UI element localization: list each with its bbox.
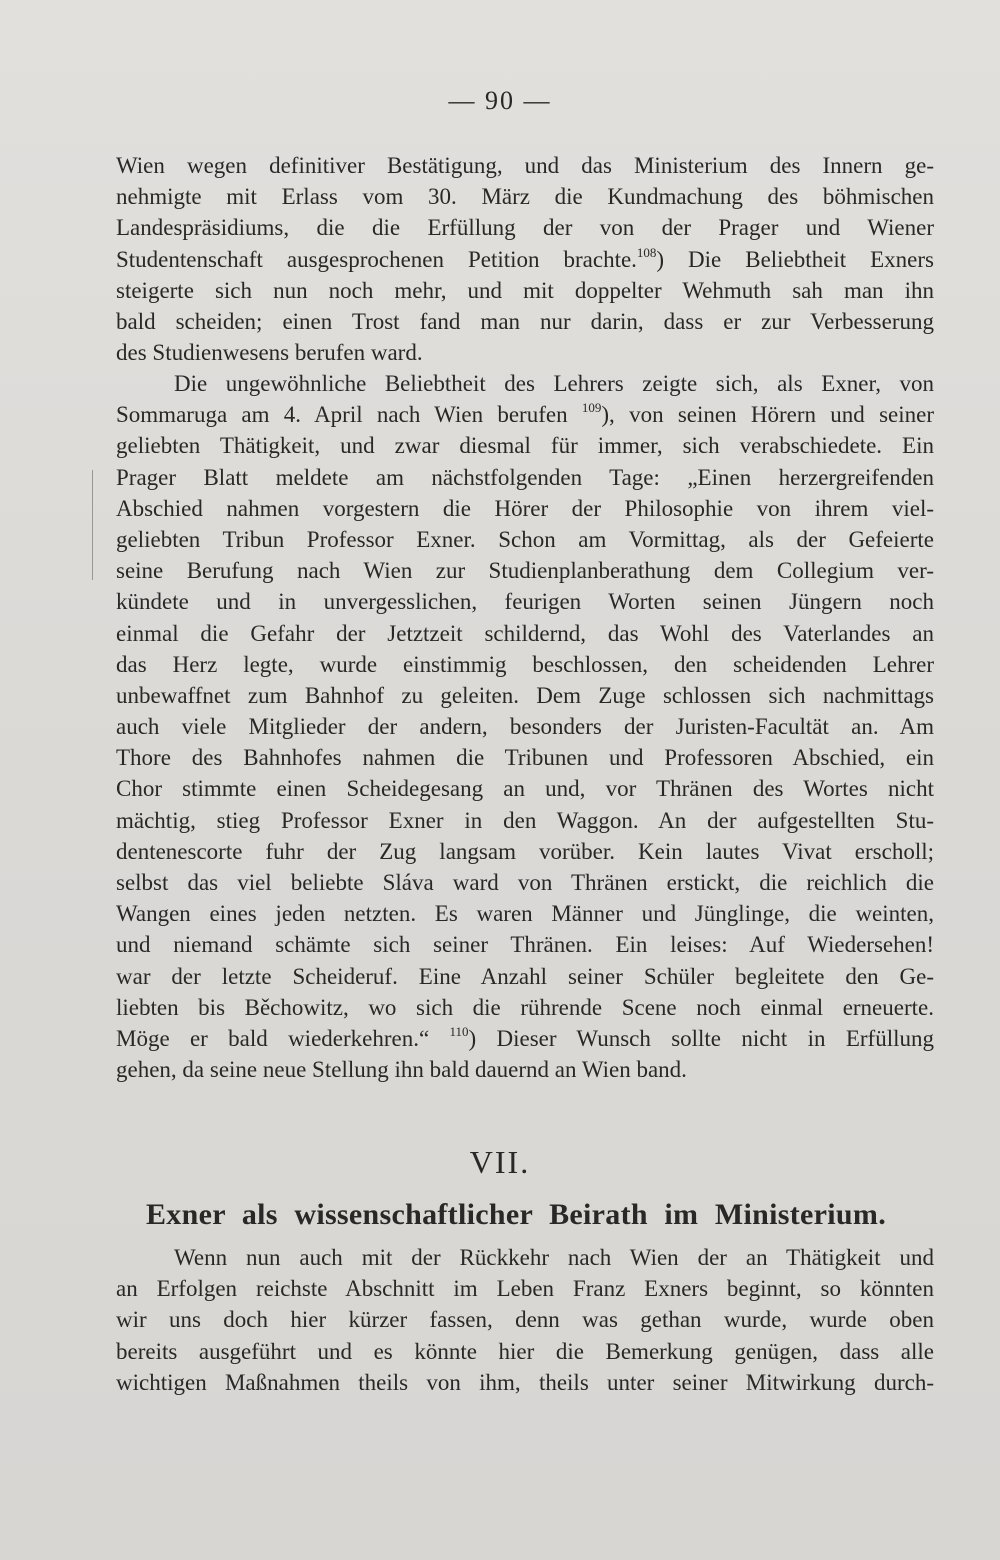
text-line xyxy=(116,244,934,275)
text-fragment: ) Die Beliebtheit Exners xyxy=(656,246,934,272)
page-number: — 90 — xyxy=(448,86,552,115)
text-fragment: Sommaruga am 4. April nach Wien berufen xyxy=(116,402,582,428)
paragraph-2 xyxy=(116,368,934,1085)
text-line: seine Berufung nach Wien zur Studienplanberathung dem Collegium ver- xyxy=(116,558,934,584)
text-line xyxy=(116,1023,934,1054)
text-line: Die ungewöhnliche Beliebtheit des Lehrers zeigte sich, als Exner, von xyxy=(174,371,934,396)
text-line: bald scheiden; einen Trost fand man nur darin, dass er zur Verbesserung xyxy=(116,308,934,334)
text-line: Abschied nahmen vorgestern die Hörer der Philosophie von ihrem viel- xyxy=(116,495,934,521)
text-line: steigerte sich nun noch mehr, und mit doppelter Wehmuth sah man ihn xyxy=(116,277,934,303)
text-line: unbewaffnet zum Bahnhof zu geleiten. Dem Zuge schlossen sich nachmittags xyxy=(116,682,934,708)
text-line: Wien wegen definitiver Bestätigung, und das Ministerium des Innern ge- xyxy=(116,153,934,178)
text-line: mächtig, stieg Professor Exner in den Waggon. An der aufgestellten Stu- xyxy=(116,807,934,833)
footnote-ref-108: 108 xyxy=(636,244,657,260)
text-line: an Erfolgen reichste Abschnitt im Leben Franz Exners beginnt, so könnten xyxy=(116,1276,934,1302)
text-line: liebten bis Běchowitz, wo sich die rührende Scene noch einmal erneuerte. xyxy=(116,994,934,1020)
paragraph-1 xyxy=(116,150,934,368)
text-line: Landespräsidiums, die die Erfüllung der von der Prager und Wiener xyxy=(116,215,934,241)
text-line: geliebten Tribun Professor Exner. Schon am Vormittag, als der Gefeierte xyxy=(116,526,934,552)
footnote-ref-109: 109 xyxy=(581,400,602,416)
text-fragment: ), von seinen Hörern und seiner xyxy=(601,402,934,428)
text-fragment: Studentenschaft ausgesprochenen Petition brachte. xyxy=(116,246,637,272)
text-line: wir uns doch hier kürzer fassen, denn was gethan wurde, wurde oben xyxy=(116,1307,934,1333)
text-line: auch viele Mitglieder der andern, besonders der Juristen-Facultät an. Am xyxy=(116,714,934,740)
text-line: kündete und in unvergesslichen, feurigen Worten seinen Jüngern noch xyxy=(116,589,934,615)
text-line: Chor stimmte einen Scheidegesang an und, vor Thränen des Wortes nicht xyxy=(116,776,934,802)
text-fragment: Möge er bald wiederkehren.“ xyxy=(116,1025,450,1051)
chapter-title: Exner als wissenschaftlicher Beirath im Ministerium. xyxy=(146,1198,886,1231)
text-line: Prager Blatt meldete am nächstfolgenden Tage: „Einen herzergreifenden xyxy=(116,464,934,490)
text-line: bereits ausgeführt und es könnte hier die Bemerkung genügen, dass alle xyxy=(116,1338,934,1364)
text-line: Wenn nun auch mit der Rückkehr nach Wien der an Thätigkeit und xyxy=(174,1245,934,1270)
text-line: das Herz legte, wurde einstimmig beschlossen, den scheidenden Lehrer xyxy=(116,651,934,677)
text-line: selbst das viel beliebte Sláva ward von Thränen erstickt, die reichlich die xyxy=(116,870,934,895)
text-line: dentenescorte fuhr der Zug langsam vorüber. Kein lautes Vivat erscholl; xyxy=(116,838,934,864)
margin-pencil-mark xyxy=(92,470,93,580)
text-fragment: ) Dieser Wunsch sollte nicht in Erfüllung xyxy=(468,1025,934,1051)
text-line: des Studienwesens berufen ward. xyxy=(116,340,423,366)
text-line: Thore des Bahnhofes nahmen die Tribunen und Professoren Abschied, ein xyxy=(116,745,934,771)
text-line: Wangen eines jeden netzten. Es waren Männer und Jünglinge, die weinten, xyxy=(116,901,934,927)
text-line xyxy=(116,399,934,430)
paragraph-3 xyxy=(116,1242,934,1398)
footnote-ref-110: 110 xyxy=(449,1023,469,1039)
text-line: war der letzte Scheideruf. Eine Anzahl seiner Schüler begleitete den Ge- xyxy=(116,963,934,989)
text-line: einmal die Gefahr der Jetztzeit schildernd, das Wohl des Vaterlandes an xyxy=(116,620,934,646)
text-line: geliebten Thätigkeit, und zwar diesmal für immer, sich verabschiedete. Ein xyxy=(116,433,934,459)
text-line: wichtigen Maßnahmen theils von ihm, theils unter seiner Mitwirkung durch- xyxy=(116,1369,934,1395)
text-line: gehen, da seine neue Stellung ihn bald dauernd an Wien band. xyxy=(116,1057,687,1083)
chapter-number: VII. xyxy=(469,1144,531,1180)
text-line: und niemand schämte sich seiner Thränen. Ein leises: Auf Wiedersehen! xyxy=(116,932,934,958)
text-line: nehmigte mit Erlass vom 30. März die Kundmachung des böhmischen xyxy=(116,184,934,210)
